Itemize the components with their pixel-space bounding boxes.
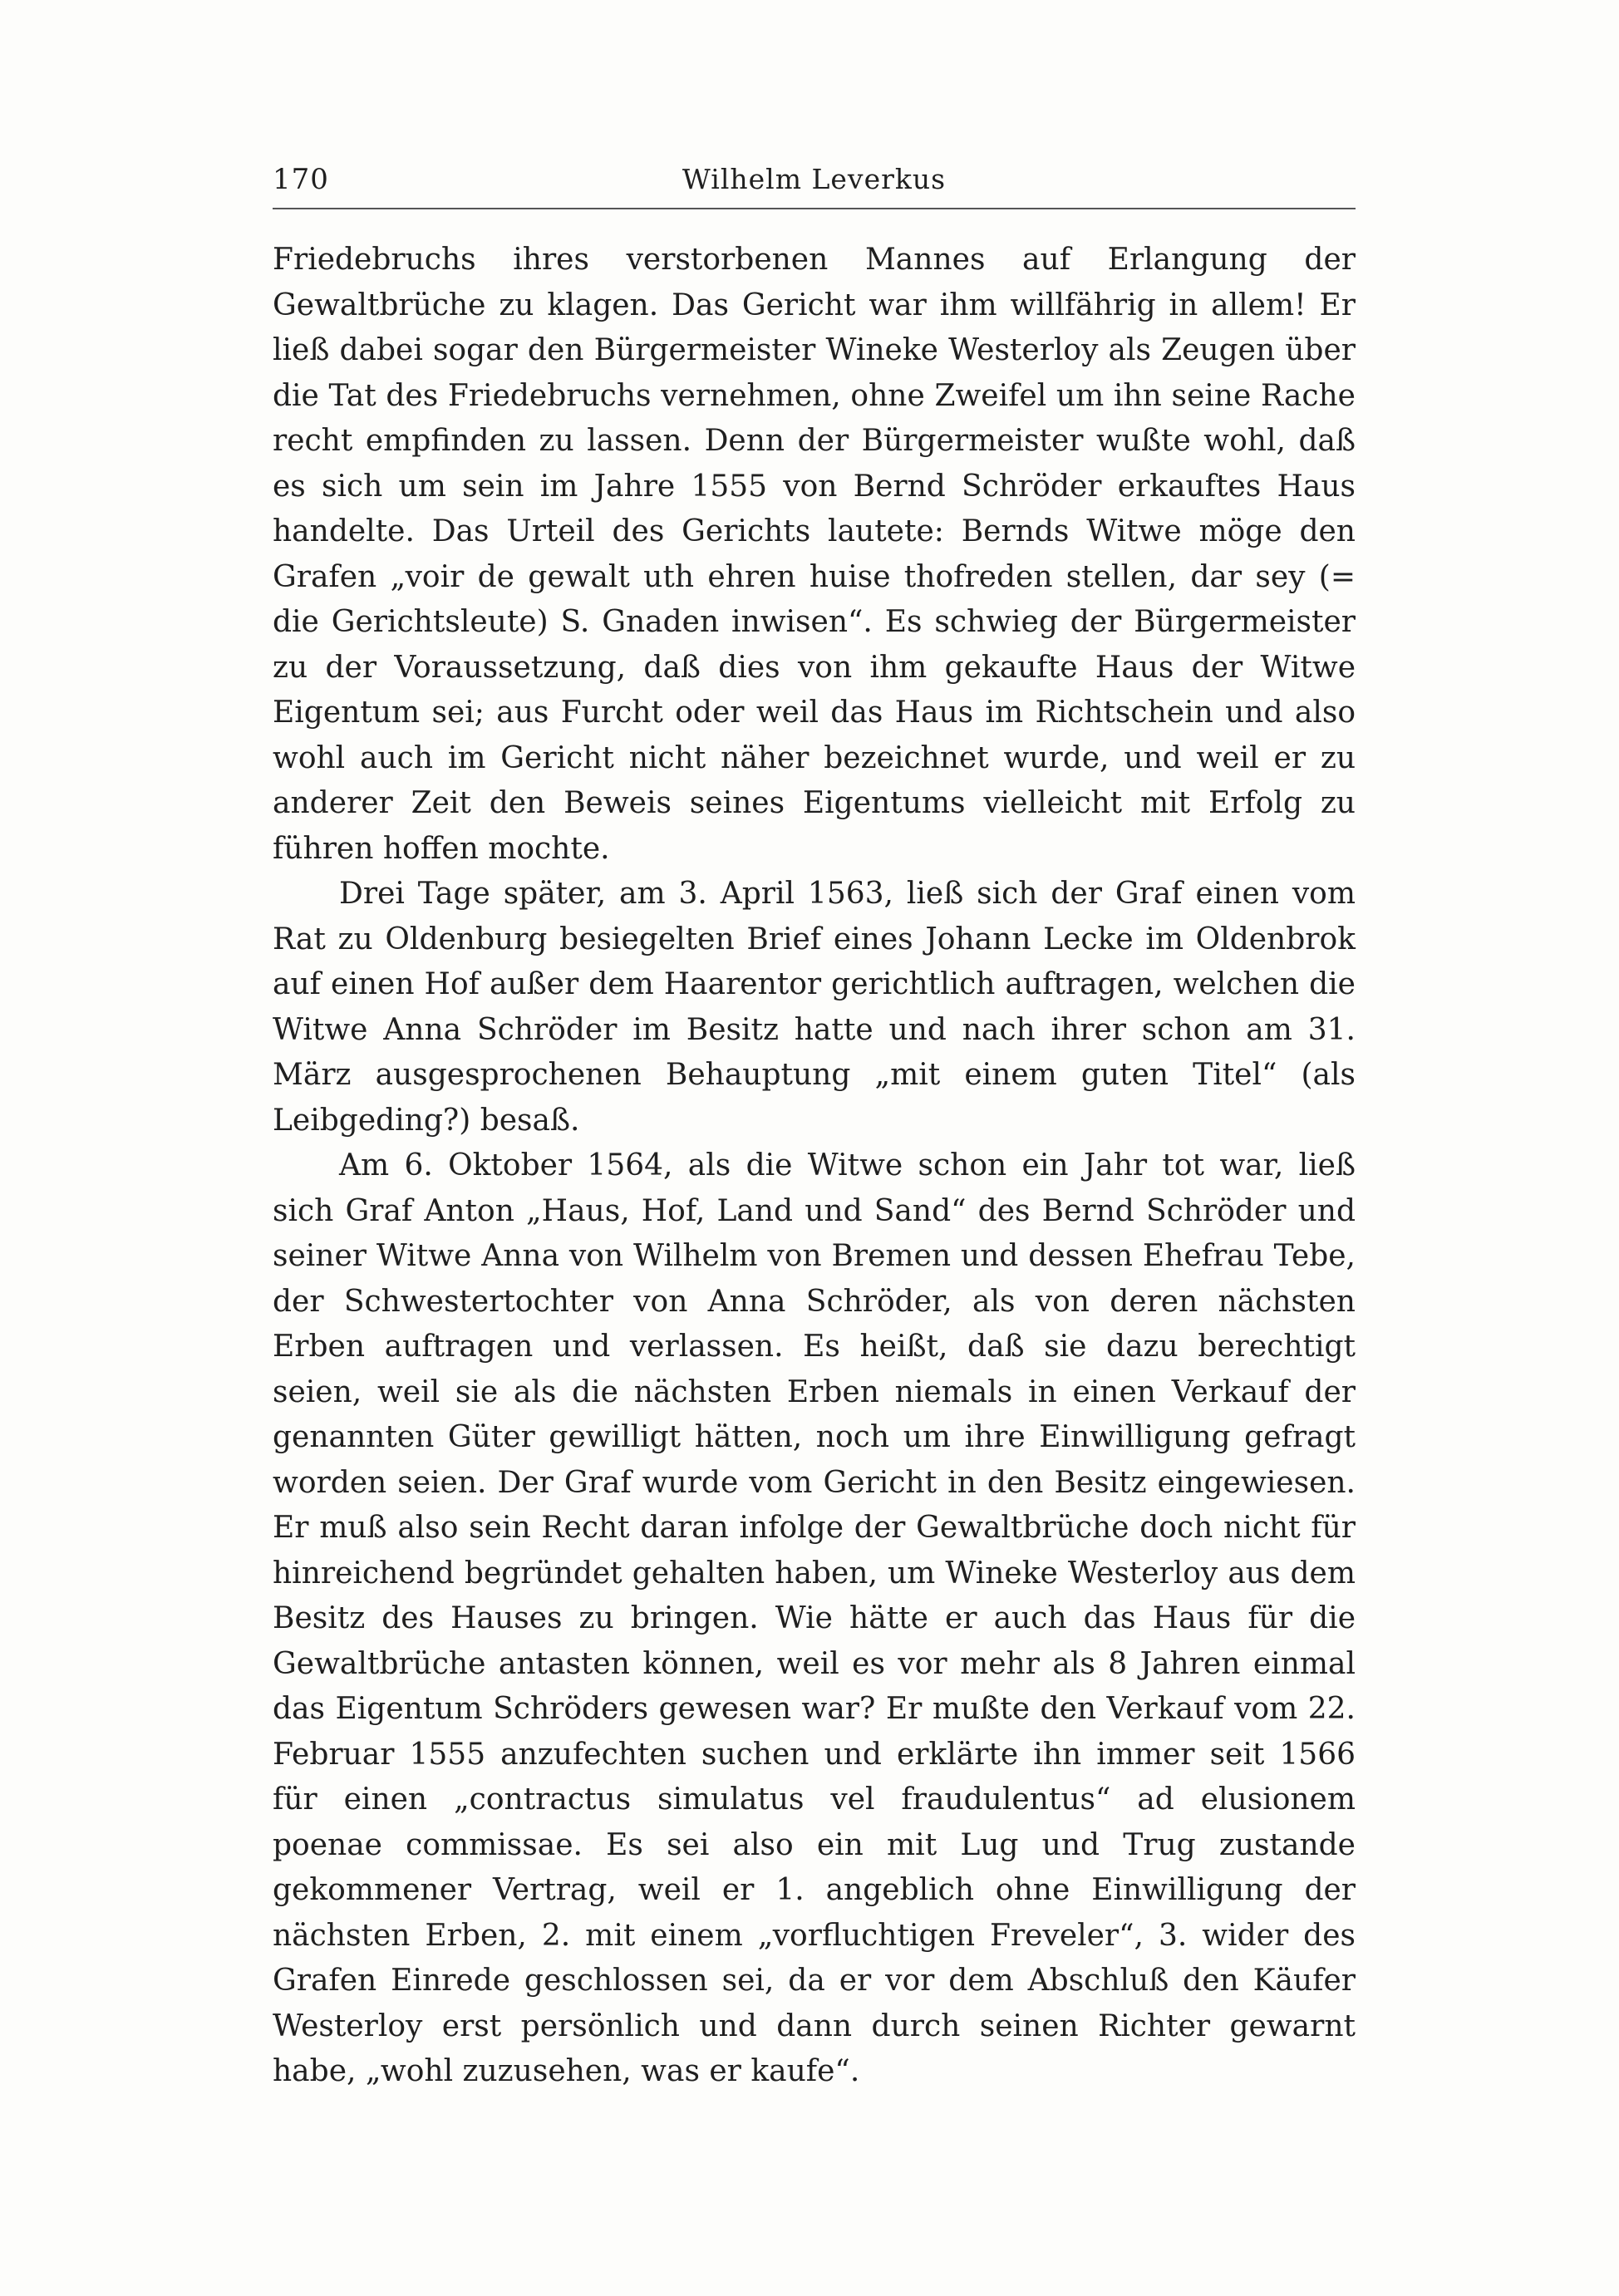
- page-number: 170: [273, 163, 329, 196]
- running-head: Wilhelm Leverkus: [682, 163, 947, 195]
- body-text: [273, 238, 1356, 2095]
- paragraph: Drei Tage später, am 3. April 1563, ließ sich der Graf einen vom Rat zu Oldenburg besiegelten Brief eines Johann Lecke im Oldenbrok auf einen Hof außer dem Haarentor gerichtlich auftragen, welchen die Witwe Anna Schröder im Besitz hatte und nach ihrer schon am 31. März ausgesprochenen Behauptung „mit einem guten Titel“ (als Leibgeding?) besaß.: [273, 877, 1356, 1138]
- paragraph: Friedebruchs ihres verstorbenen Mannes auf Erlangung der Gewaltbrüche zu klagen. Das Gericht war ihm willfährig in allem! Er ließ dabei sogar den Bürgermeister Wineke Westerloy als Zeugen über die Tat des Friedebruchs vernehmen, ohne Zweifel um ihn seine Rache recht empfinden zu lassen. Denn der Bürgermeister wußte wohl, daß es sich um sein im Jahre 1555 von Bernd Schröder erkauftes Haus handelte. Das Urteil des Gerichts lautete: Bernds Witwe möge den Grafen „voir de gewalt uth ehren huise thofreden stellen, dar sey (= die Gerichtsleute) S. Gnaden inwisen“. Es schwieg der Bürgermeister zu der Voraussetzung, daß dies von ihm gekaufte Haus der Witwe Eigentum sei; aus Furcht oder weil das Haus im Richtschein und also wohl auch im Gericht nicht näher bezeichnet wurde, und weil er zu anderer Zeit den Beweis seines Eigentums vielleicht mit Erfolg zu führen hoffen mochte.: [273, 243, 1356, 866]
- paragraph: Am 6. Oktober 1564, als die Witwe schon ein Jahr tot war, ließ sich Graf Anton „Haus, Hof, Land und Sand“ des Bernd Schröder und seiner Witwe Anna von Wilhelm von Bremen und dessen Ehefrau Tebe, der Schwestertochter von Anna Schröder, als von deren nächsten Erben auftragen und verlassen. Es heißt, daß sie dazu berechtigt seien, weil sie als die nächsten Erben niemals in einen Verkauf der genannten Güter gewilligt hätten, noch um ihre Einwilligung gefragt worden seien. Der Graf wurde vom Gericht in den Besitz eingewiesen. Er muß also sein Recht daran infolge der Gewaltbrüche doch nicht für hinreichend begründet gehalten haben, um Wineke Westerloy aus dem Besitz des Hauses zu bringen. Wie hätte er auch das Haus für die Gewaltbrüche antasten können, weil es vor mehr als 8 Jahren einmal das Eigentum Schröders gewesen war? Er mußte den Verkauf vom 22. Februar 1555 anzufechten suchen und erklärte ihn immer seit 1566 für einen „contractus simulatus vel fraudulentus“ ad elusionem poenae commissae. Es sei also ein mit Lug und Trug zustande gekommener Vertrag, weil er 1. angeblich ohne Einwilligung der nächsten Erben, 2. mit einem „vorfluchtigen Freveler“, 3. wider des Grafen Einrede geschlossen sei, da er vor dem Abschluß den Käufer Westerloy erst persönlich und dann durch seinen Richter gewarnt habe, „wohl zuzusehen, was er kaufe“.: [273, 1148, 1356, 2088]
- page-header: [273, 158, 1356, 209]
